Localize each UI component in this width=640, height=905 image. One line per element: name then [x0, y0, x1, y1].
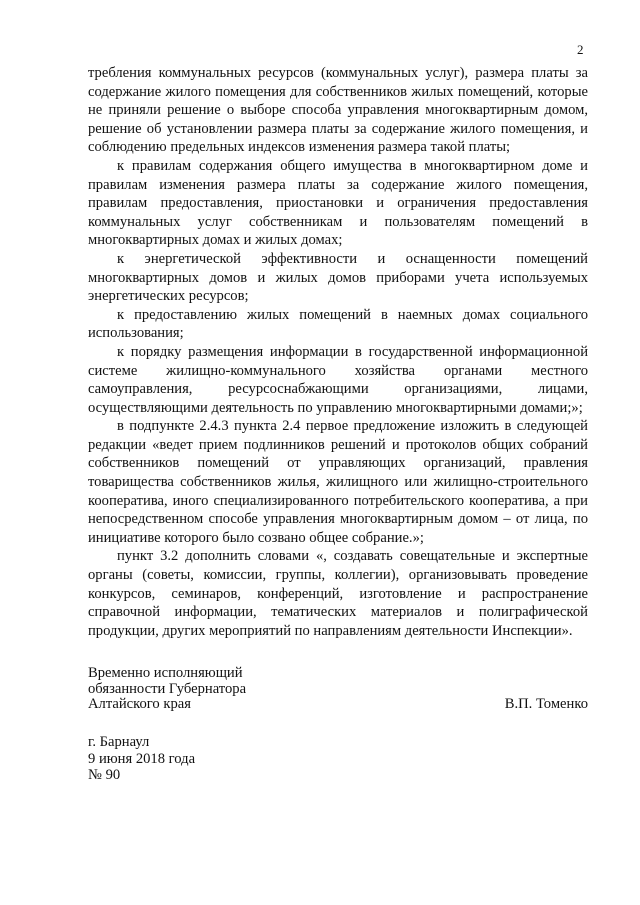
- signatory-title-line: обязанности Губернатора: [88, 680, 247, 697]
- paragraph: в подпункте 2.4.3 пункта 2.4 первое предложение изложить в следующей редакции «ведет прием подлинников решений и протоколов общих собраний собственников помещений от управляющих организаций, правления товарищества собственников жилья, жилищного или жилищно-строительного кооператива, иного специализированного потребительского кооператива, а при непосредственном способе управления многоквартирным домом – от лица, по инициативе которого было созвано общее собрание.»;: [88, 418, 588, 546]
- document-body: [88, 64, 588, 640]
- signatory-title-line: Временно исполняющий: [88, 665, 243, 681]
- paragraph: к энергетической эффективности и оснащенности помещений многоквартирных домов и жилых домов приборами учета используемых энергетических ресурсов;: [88, 250, 588, 305]
- paragraph: пункт 3.2 дополнить словами «, создавать совещательные и экспертные органы (советы, комиссии, группы, коллегии), организовывать проведение конкурсов, семинаров, конференций, изготовление и распространение справочной информации, тематических материалов и полиграфической продукции, других мероприятий по направлениям деятельности Инспекции».: [88, 548, 588, 639]
- paragraph-continuation: требления коммунальных ресурсов (коммунальных услуг), размера платы за содержание жилого помещения для собственников жилых помещений, которые не приняли решение о выборе способа управления многоквартирным домом, решение об установлении размера платы за содержание жилого помещения, и соблюдению предельных индексов изменения размера такой платы;: [88, 65, 588, 156]
- signature-block: [88, 666, 588, 713]
- place-date-number: [88, 734, 195, 784]
- document-date: 9 июня 2018 года: [88, 750, 196, 767]
- signatory-name: В.П. Томенко: [504, 696, 588, 712]
- document-number: № 90: [88, 767, 121, 783]
- city: г. Барнаул: [88, 734, 150, 750]
- paragraph: к порядку размещения информации в государственной информационной системе жилищно-коммунального хозяйства органами местного самоуправления, ресурсоснабжающими организациями, лицами, осуществляющими деятельность по управлению многоквартирными домами;»;: [88, 343, 588, 416]
- paragraph: к предоставлению жилых помещений в наемных домах социального использования;: [88, 306, 588, 342]
- paragraph: к правилам содержания общего имущества в многоквартирном доме и правилам изменения размера платы за содержание жилого помещения, правилам предоставления, приостановки и ограничения предоставления коммунальных услуг собственникам и пользователям помещений в многоквартирных домах и жилых домах;: [88, 157, 588, 249]
- page-number: 2: [577, 42, 584, 57]
- signatory-title-line: Алтайского края: [88, 696, 191, 712]
